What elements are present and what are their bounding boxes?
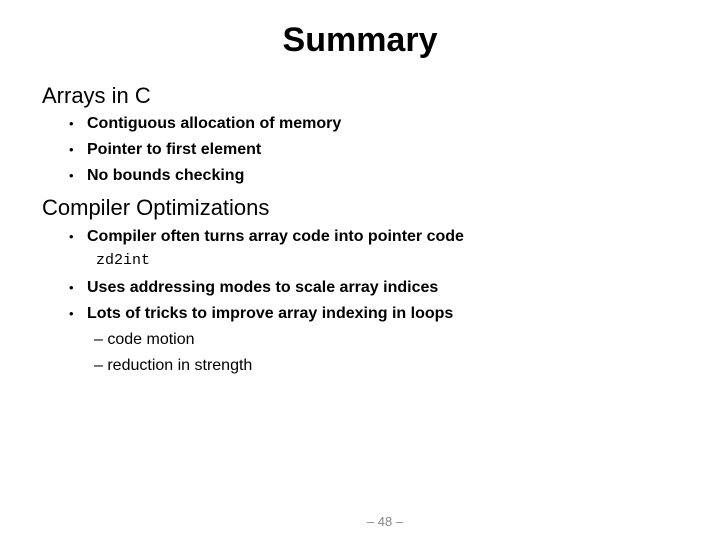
bullet-icon: • [69,306,74,321]
bullet-icon: • [69,229,74,244]
bullet-text: Lots of tricks to improve array indexing in loops [87,305,454,322]
list-item [68,111,341,137]
section-heading-compiler: Compiler Optimizations [42,195,270,220]
list-item [68,301,453,327]
code-example: zd2int [96,252,151,269]
bullet-text: Contiguous allocation of memory [87,115,342,132]
list-item [68,163,341,189]
compiler-bullet-list-1 [68,224,464,250]
bullet-icon: • [69,116,74,131]
section-heading-arrays: Arrays in C [42,83,151,108]
bullet-icon: • [69,168,74,183]
bullet-text: Compiler often turns array code into pointer code [87,228,464,245]
bullet-text: Pointer to first element [87,141,262,158]
bullet-text: No bounds checking [87,167,245,184]
slide-title: Summary [282,21,438,59]
sub-item-reduction-in-strength: – reduction in strength [94,357,253,374]
bullet-text: Uses addressing modes to scale array indices [87,279,439,296]
list-item [68,224,464,250]
bullet-icon: • [69,280,74,295]
bullet-icon: • [69,142,74,157]
list-item [68,137,341,163]
compiler-bullet-list-2 [68,275,453,327]
page-number: – 48 – [366,514,404,529]
arrays-bullet-list [68,111,341,189]
list-item [68,275,453,301]
sub-item-code-motion: – code motion [94,331,195,348]
